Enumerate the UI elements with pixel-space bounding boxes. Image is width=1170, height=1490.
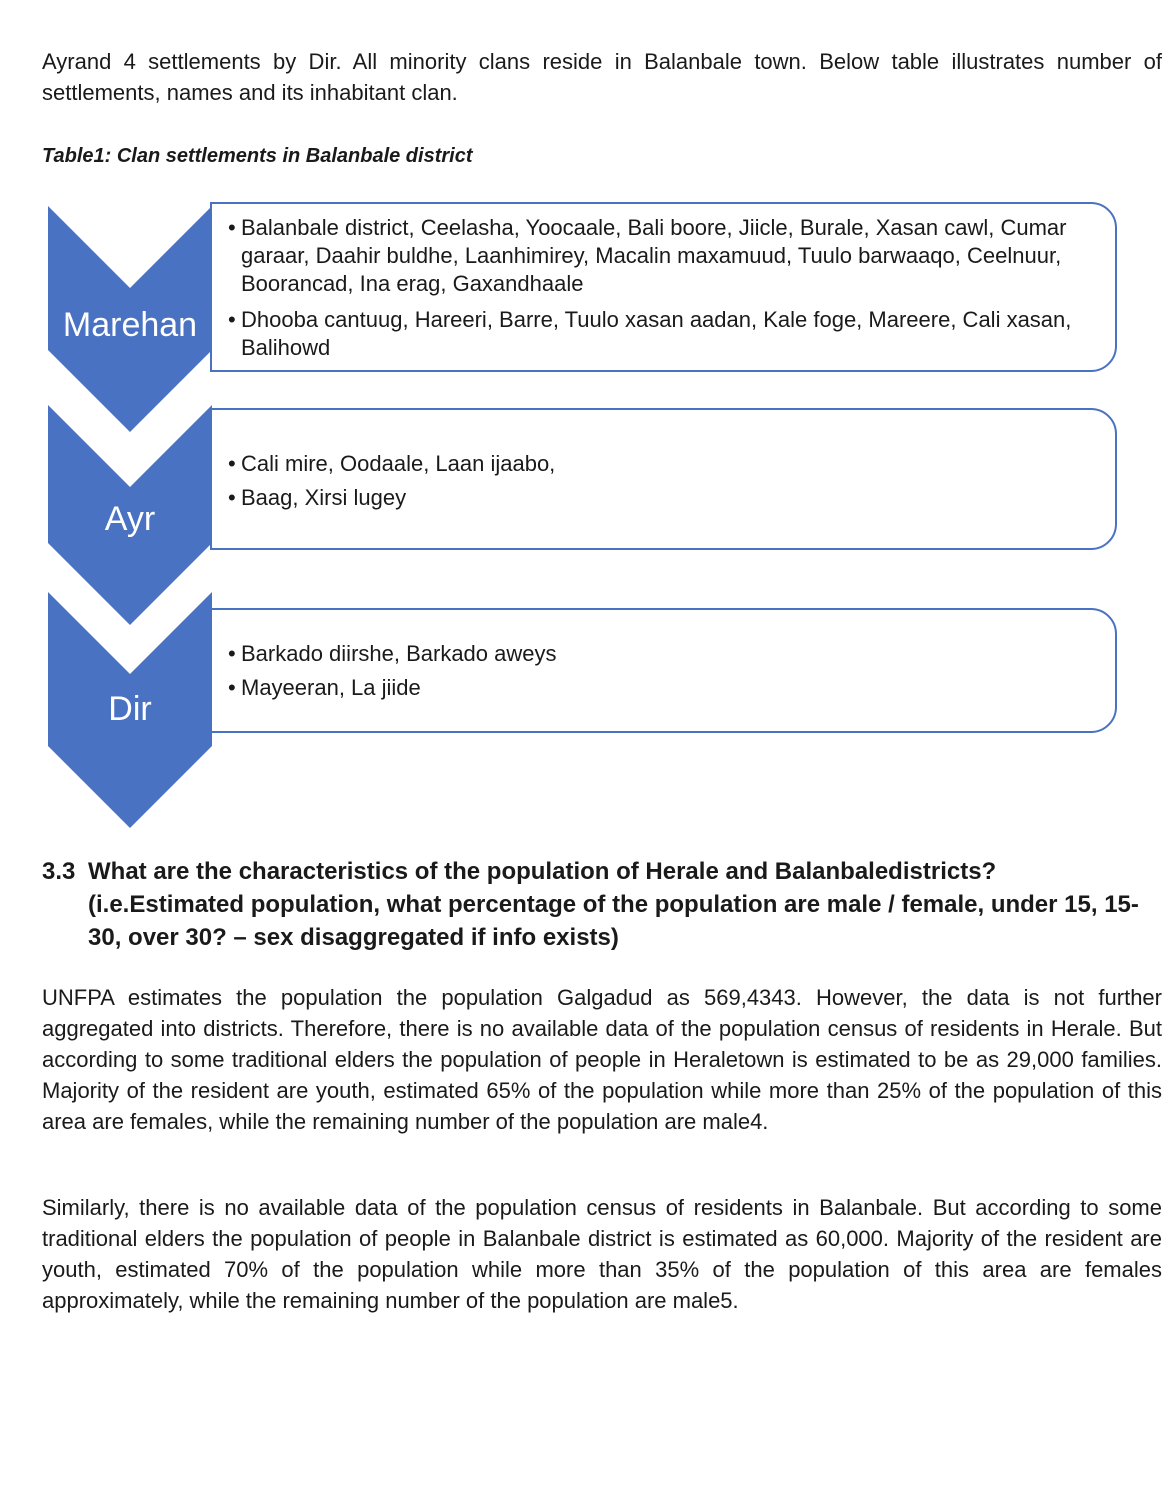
clan-box-ayr <box>210 408 1117 550</box>
body-paragraph-balanbale: Similarly, there is no available data of the population census of residents in Balanbale. But according to some traditional elders the population of people in Balanbale district is estimated as 60,000. Majority of the resident are youth, estimated 70% of the population while more than 35% of the population of this area are females approximately, while the remaining number of the population are male5. <box>42 1195 1162 1313</box>
section-title-line1: What are the characteristics of the population of Herale and Balanbaledistricts? <box>88 858 997 885</box>
list-item: • Dhooba cantuug, Hareeri, Barre, Tuulo xasan aadan, Kale foge, Mareere, Cali xasan, Balihowd <box>214 306 1091 362</box>
intro-paragraph: Ayrand 4 settlements by Dir. All minority clans reside in Balanbale town. Below table illustrates number of settlements, names and its inhabitant clan. <box>42 49 1162 105</box>
table-caption: Table1: Clan settlements in Balanbale district <box>42 145 473 167</box>
list-item: • Barkado diirshe, Barkado aweys <box>214 640 1091 668</box>
section-heading <box>42 855 1152 954</box>
list-item: • Balanbale district, Ceelasha, Yoocaale, Bali boore, Jiicle, Burale, Xasan cawl, Cumar garaar, Daahir buldhe, Laanhimirey, Macalin maxamuud, Tuulo barwaaqo, Ceelnuur, Boorancad, Ina erag, Gaxandhaale <box>214 214 1091 298</box>
clan-label-ayr: Ayr <box>104 500 156 538</box>
clan-box-dir <box>210 608 1117 733</box>
section-title-rest: (i.e.Estimated population, what percentage of the population are male / female, under 15, 15-30, over 30? – sex disaggregated if info exists) <box>88 891 1139 951</box>
section-number: 3.3 <box>42 858 76 885</box>
body-paragraph-herale: UNFPA estimates the population the population Galgadud as 569,4343. However, the data is not further aggregated into districts. Therefore, there is no available data of the population census of residents in Herale. But according to some traditional elders the population of people in Heraletown is estimated to be as 29,000 families. Majority of the resident are youth, estimated 65% of the population while more than 25% of the population of this area are females, while the remaining number of the population are male4. <box>42 985 1162 1134</box>
list-item: • Cali mire, Oodaale, Laan ijaabo, <box>214 450 1091 478</box>
clan-label-dir: Dir <box>108 690 152 728</box>
clan-box-marehan <box>210 202 1117 372</box>
clan-label-marehan: Marehan <box>62 306 198 344</box>
list-item: • Mayeeran, La jiide <box>214 674 1091 702</box>
list-item: • Baag, Xirsi lugey <box>214 484 1091 512</box>
